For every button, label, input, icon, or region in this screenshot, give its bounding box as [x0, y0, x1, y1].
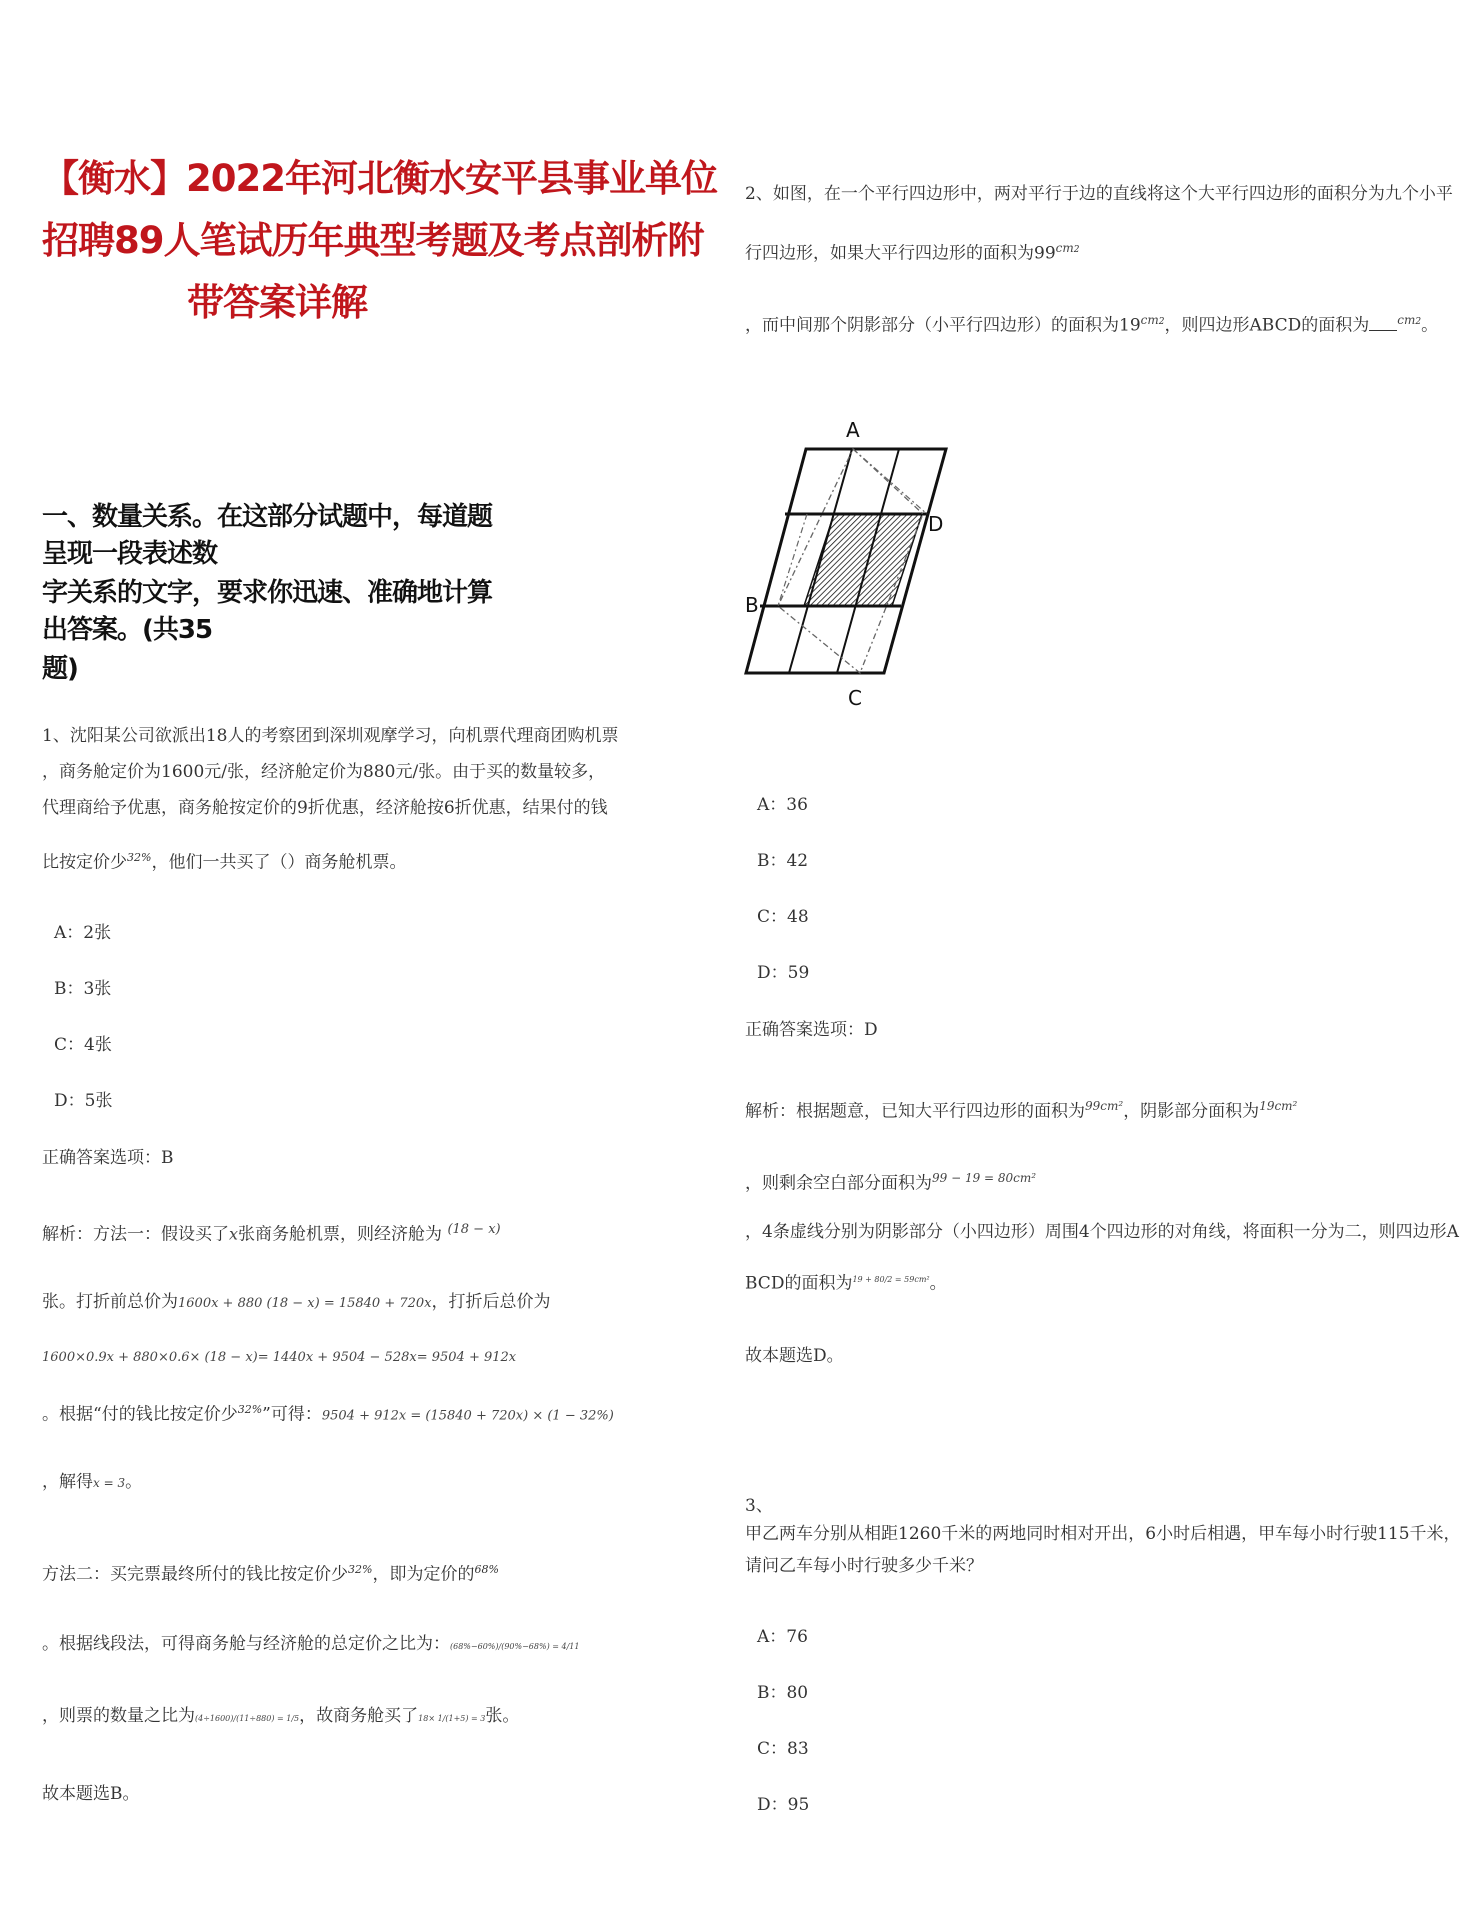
label-d: D	[928, 512, 944, 536]
explanation: 方法二：买完票最终所付的钱比按定价少$^{32\%}$，即为定价的$^{68\%}$	[42, 1563, 499, 1585]
explanation: BCD的面积为$^{19 + 80/2 = 59cm^2}$。	[745, 1273, 947, 1294]
option-a: A：2张	[54, 923, 112, 943]
label-a: A	[846, 418, 860, 442]
question-2-text: 行四边形，如果大平行四边形的面积为$99^{cm2}$	[745, 241, 1080, 264]
option-b: B：42	[757, 851, 809, 871]
option-d: D：5张	[54, 1091, 113, 1111]
question-3-text: 请问乙车每小时行驶多少千米？	[745, 1556, 983, 1576]
section-heading: 字关系的文字，要求你迅速、准确地计算出答案。(共35	[42, 578, 493, 645]
question-2-text: ，而中间那个阴影部分（小平行四边形）的面积为$19^{cm2}$，则四边形ABCD的面积为 $^{cm2}$。	[745, 313, 1439, 336]
section-heading: 题)	[42, 654, 78, 684]
section-heading: 一、数量关系。在这部分试题中，每道题呈现一段表述数	[42, 502, 493, 569]
option-b: B：80	[757, 1683, 809, 1703]
option-b: B：3张	[54, 979, 112, 999]
question-1-text: 比按定价少$^{32\%}$，他们一共买了（）商务舱机票。	[42, 851, 407, 873]
explanation: 。根据线段法，可得商务舱与经济舱的总定价之比为：(68%−60%)/(90%−68%) = 4/11	[42, 1634, 580, 1654]
question-1-text: 1、沈阳某公司欲派出18人的考察团到深圳观摩学习，向机票代理商团购机票	[42, 726, 619, 746]
explanation: 解析：根据题意，已知大平行四边形的面积为$^{99cm^2}$，阴影部分面积为$^{19cm^2}$	[745, 1099, 1298, 1122]
option-a: A：76	[757, 1627, 808, 1647]
option-c: C：48	[757, 907, 809, 927]
explanation: ，解得x = 3。	[42, 1472, 143, 1492]
explanation-formula: 1600×0.9x + 880×0.6× (18 − x)= 1440x + 9504 − 528x= 9504 + 912x	[42, 1350, 517, 1365]
explanation: 张。打折前总价为1600x + 880 (18 − x) = 15840 + 720x，打折后总价为	[42, 1292, 551, 1312]
option-d: D：59	[757, 963, 810, 983]
question-1-text: ，商务舱定价为1600元/张，经济舱定价为880元/张。由于买的数量较多，	[42, 762, 606, 782]
label-c: C	[848, 686, 862, 710]
conclusion: 故本题选B。	[42, 1784, 140, 1804]
question-2-text: 2、如图，在一个平行四边形中，两对平行于边的直线将这个大平行四边形的面积分为九个小平	[745, 184, 1453, 204]
option-d: D：95	[757, 1795, 810, 1815]
explanation: ，4条虚线分别为阴影部分（小四边形）周围4个四边形的对角线，将面积一分为二，则四边形A	[745, 1222, 1459, 1242]
title-line: 【衡水】2022年河北衡水安平县事业单位	[42, 157, 717, 200]
answer: 正确答案选项：B	[42, 1148, 174, 1168]
explanation: ，则票的数量之比为(4÷1600)/(11÷880) = 1/5，故商务舱买了18× 1/(1+5) = 3张。	[42, 1706, 520, 1726]
page-title	[42, 148, 717, 334]
title-line: 招聘89人笔试历年典型考题及考点剖析附	[42, 219, 704, 262]
option-c: C：4张	[54, 1035, 112, 1055]
question-1-text: 代理商给予优惠，商务舱按定价的9折优惠，经济舱按6折优惠，结果付的钱	[42, 798, 608, 818]
answer-blank	[1369, 316, 1397, 331]
explanation: 。根据“付的钱比按定价少$^{32\%}$”可得：9504 + 912x = (15840 + 720x) × (1 − 32%)	[42, 1403, 614, 1425]
parallelogram-figure	[745, 410, 975, 710]
question-3-number: 3、	[745, 1496, 773, 1516]
label-b: B	[745, 593, 759, 617]
option-c: C：83	[757, 1739, 809, 1759]
explanation: ，则剩余空白部分面积为$^{99 - 19 = 80cm^2}$	[745, 1171, 1037, 1194]
option-a: A：36	[757, 795, 808, 815]
question-3-text: 甲乙两车分别从相距1260千米的两地同时相对开出，6小时后相遇，甲车每小时行驶115千米，	[745, 1524, 1461, 1544]
explanation: 解析：方法一：假设买了x张商务舱机票，则经济舱为 $^{(18 - x)}$	[42, 1222, 501, 1245]
title-line: 带答案详解	[187, 281, 367, 324]
conclusion: 故本题选D。	[745, 1346, 844, 1366]
answer: 正确答案选项：D	[745, 1020, 878, 1040]
